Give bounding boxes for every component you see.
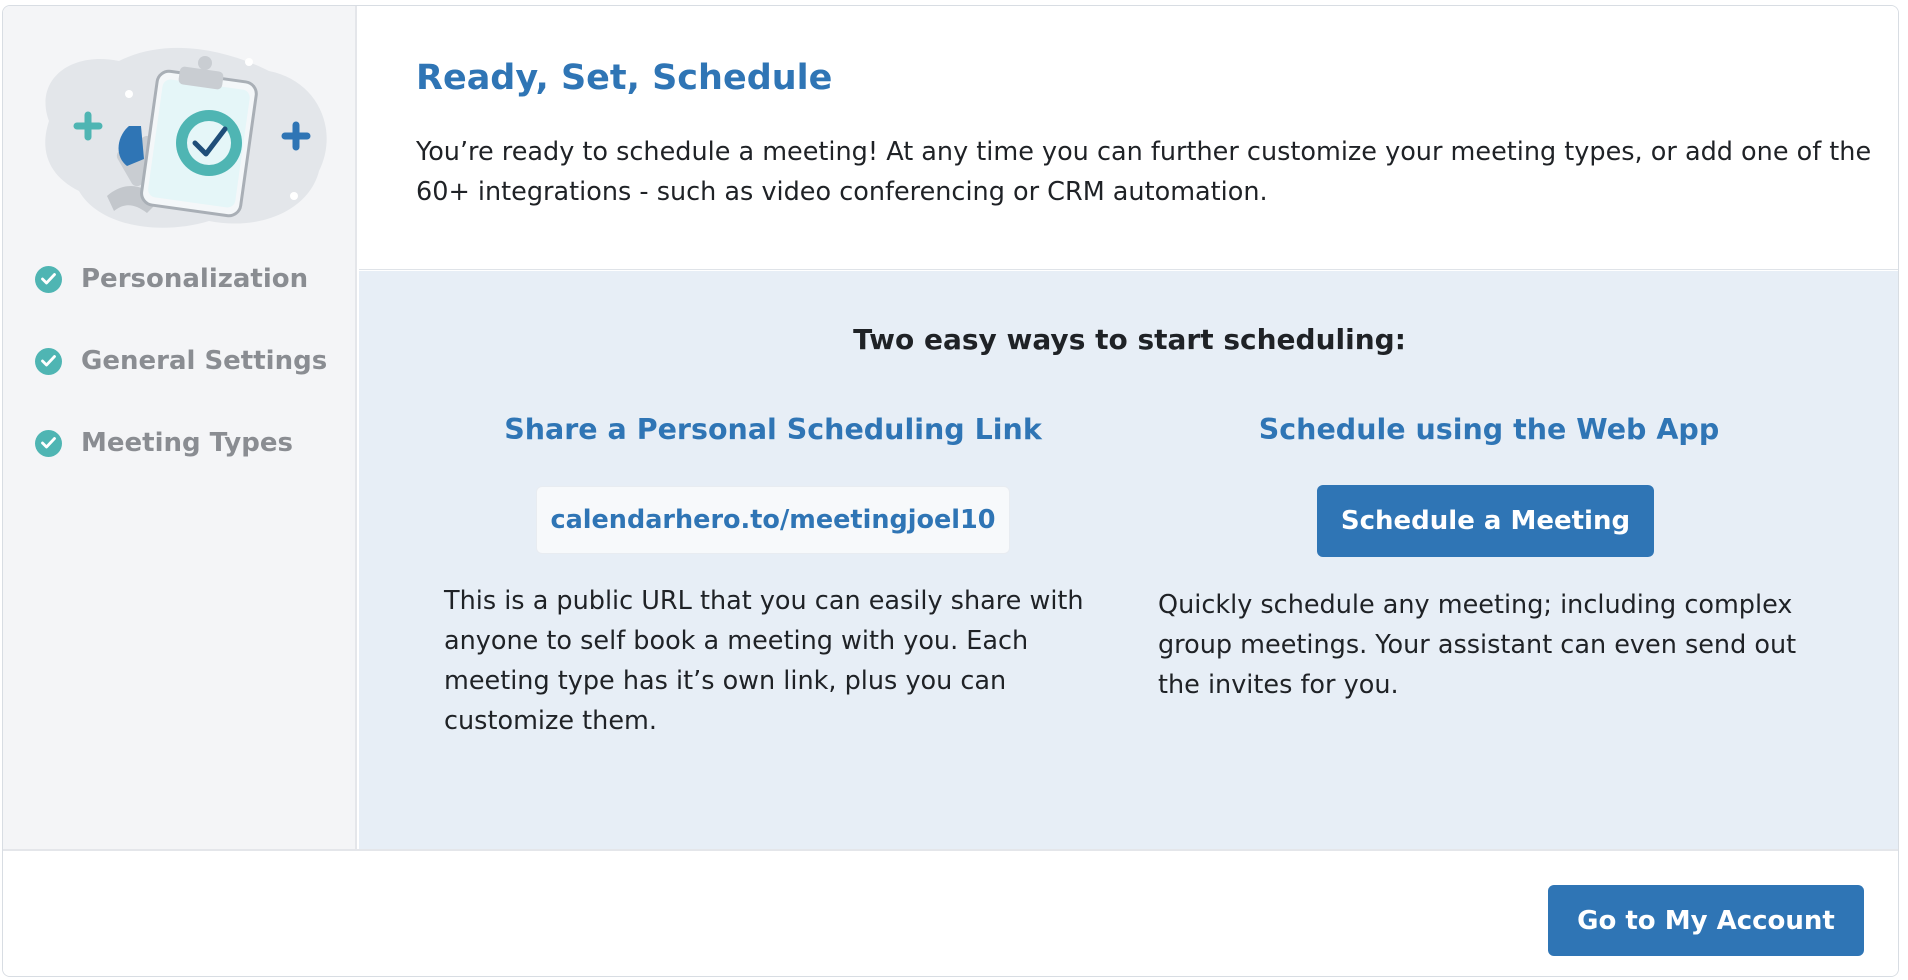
intro-panel [359,6,1899,270]
onboarding-sidebar [3,6,357,849]
options-heading: Two easy ways to start scheduling: [853,323,1406,356]
step-label: General Settings [81,346,328,376]
check-circle-icon [35,430,62,457]
clipboard-check-icon [29,31,335,236]
go-to-account-button[interactable]: Go to My Account [1548,885,1864,956]
step-label: Meeting Types [81,428,293,458]
share-link-title: Share a Personal Scheduling Link [504,413,1042,446]
scheduling-link[interactable]: calendarhero.to/meetingjoel10 [536,486,1010,554]
sidebar-step-meeting-types[interactable] [35,423,293,463]
sidebar-step-general-settings[interactable] [35,341,327,381]
sidebar-step-personalization[interactable] [35,259,308,299]
scheduling-options-panel [359,271,1899,849]
schedule-meeting-button[interactable]: Schedule a Meeting [1317,485,1654,557]
web-app-title: Schedule using the Web App [1258,413,1720,446]
page-title: Ready, Set, Schedule [416,58,833,98]
share-link-description: This is a public URL that you can easily share with anyone to self book a meeting with you. Each meeting type has it’s own link, plus you can customize them. [444,586,1084,736]
web-app-description: Quickly schedule any meeting; including complex group meetings. Your assistant can even send out the invites for you. [1158,590,1797,700]
intro-text: You’re ready to schedule a meeting! At any time you can further customize your meeting types, or add one of the 60+ integrations - such as video conferencing or CRM automation. [416,137,1872,207]
dialog-footer [3,849,1899,977]
check-circle-icon [35,348,62,375]
check-circle-icon [35,266,62,293]
step-label: Personalization [81,264,309,294]
onboarding-dialog [2,5,1899,977]
